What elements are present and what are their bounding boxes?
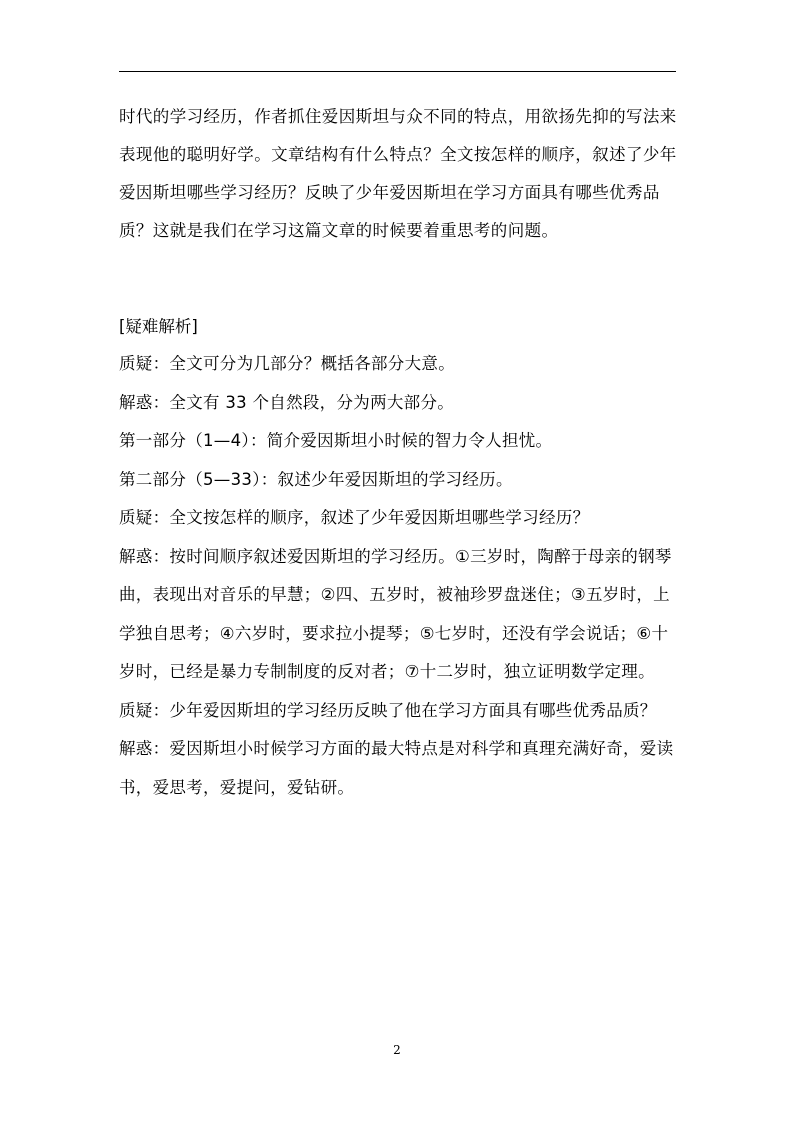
question-1: 质疑：全文可分为几部分？概括各部分大意。: [119, 354, 455, 373]
section-gap: [119, 250, 679, 309]
part-one-summary: 第一部分（1—4）：简介爱因斯坦小时候的智力令人担忧。: [119, 431, 553, 450]
page-number: 2: [393, 1043, 401, 1057]
question-3: 质疑：少年爱因斯坦的学习经历反映了他在学习方面具有哪些优秀品质？: [119, 700, 657, 720]
question-2: 质疑：全文按怎样的顺序，叙述了少年爱因斯坦哪些学习经历？: [119, 508, 590, 527]
header-rule: [119, 71, 676, 72]
answer-1: 解惑：全文有 33 个自然段，分为两大部分。: [119, 392, 455, 412]
answer-2: 解惑：按时间顺序叙述爱因斯坦的学习经历。①三岁时，陶醉于母亲的钢琴曲，表现出对音乐的早慧；②四、五岁时，被袖珍罗盘迷住；③五岁时，上学独自思考；④六岁时，要求拉小提琴；⑤七岁时，还没有学会说话；⑥十岁时，已经是暴力专制制度的反对者；⑦十二岁时，独立证明数学定理。: [119, 546, 672, 681]
answer-3: 解惑：爱因斯坦小时候学习方面的最大特点是对科学和真理充满好奇，爱读书，爱思考，爱提问，爱钻研。: [119, 739, 674, 797]
section-heading: [疑难解析]: [119, 317, 198, 336]
document-body: [119, 98, 679, 807]
part-two-summary: 第二部分（5—33）：叙述少年爱因斯坦的学习经历。: [119, 469, 513, 489]
intro-paragraph: 时代的学习经历，作者抓住爱因斯坦与众不同的特点，用欲扬先抑的写法来表现他的聪明好学。文章结构有什么特点？全文按怎样的顺序，叙述了少年爱因斯坦哪些学习经历？反映了少年爱因斯坦在学习方面具有哪些优秀品质？这就是我们在学习这篇文章的时候要着重思考的问题。: [119, 107, 677, 240]
